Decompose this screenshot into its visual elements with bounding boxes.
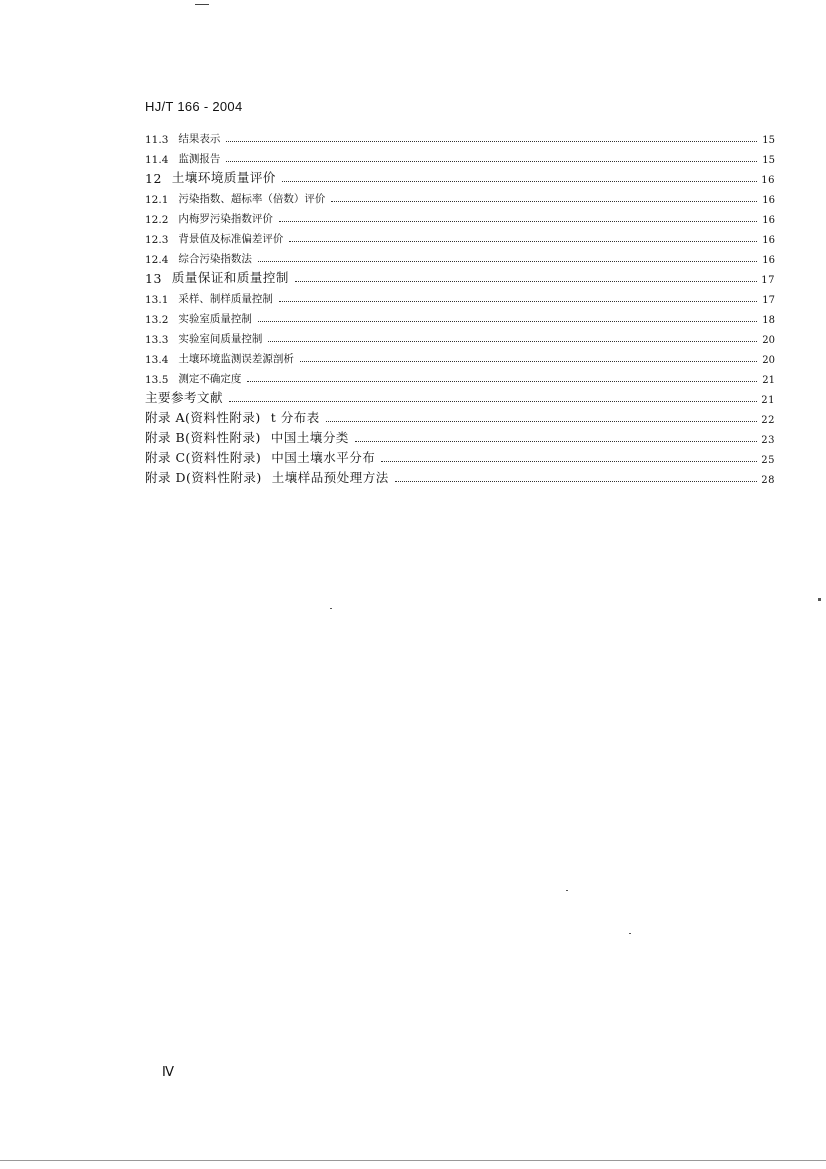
- toc-entry-page: 17: [762, 295, 775, 306]
- toc-entry-number: 13.1: [145, 294, 169, 306]
- toc-dot-leader: [326, 421, 757, 422]
- toc-entry[interactable]: [145, 446, 775, 466]
- toc-dot-leader: [300, 361, 757, 362]
- toc-entry-number: 12.2: [145, 214, 169, 226]
- toc-entry-title: 污染指数、超标率（倍数）评价: [178, 193, 326, 205]
- toc-entry[interactable]: [145, 266, 775, 286]
- toc-entry-number: 11.4: [145, 154, 169, 166]
- toc-dot-leader: [331, 201, 757, 202]
- toc-entry-number: 12.3: [145, 234, 169, 246]
- toc-entry[interactable]: [145, 326, 775, 346]
- toc-dot-leader: [258, 321, 757, 322]
- toc-dot-leader: [395, 481, 757, 482]
- toc-entry[interactable]: [145, 366, 775, 386]
- toc-entry-page: 22: [761, 415, 775, 426]
- toc-entry-page: 16: [762, 235, 775, 246]
- toc-entry-page: 15: [762, 155, 775, 166]
- toc-entry[interactable]: [145, 166, 775, 186]
- toc-entry-number: 附录 B(资料性附录): [145, 430, 261, 445]
- toc-dot-leader: [355, 441, 757, 442]
- toc-entry-page: 23: [761, 435, 775, 446]
- toc-entry-page: 16: [762, 255, 775, 266]
- toc-entry-number: 13.2: [145, 314, 169, 326]
- scan-speck: [330, 608, 332, 609]
- toc-entry-title: 监测报告: [178, 153, 221, 165]
- toc-entry-number: 13.3: [145, 334, 169, 346]
- toc-entry[interactable]: [145, 186, 775, 206]
- toc-entry-title: 土壤环境质量评价: [171, 170, 276, 185]
- toc-entry-title: 结果表示: [178, 133, 221, 145]
- toc-entry[interactable]: [145, 226, 775, 246]
- toc-entry-title: 中国土壤分类: [270, 430, 349, 445]
- toc-dot-leader: [258, 261, 757, 262]
- toc-entry[interactable]: [145, 466, 775, 486]
- toc-entry[interactable]: [145, 246, 775, 266]
- toc-entry-title: 实验室质量控制: [178, 313, 252, 325]
- toc-entry-page: 16: [762, 195, 775, 206]
- toc-entry[interactable]: [145, 206, 775, 226]
- toc-dot-leader: [226, 141, 757, 142]
- toc-entry-title: 土壤环境监测误差源剖析: [178, 353, 294, 365]
- page-number: Ⅳ: [162, 1064, 174, 1079]
- scan-speck: [818, 598, 821, 601]
- toc-entry-number: 13: [145, 271, 162, 286]
- toc-entry[interactable]: [145, 306, 775, 326]
- toc-entry-title: 内梅罗污染指数评价: [178, 213, 273, 225]
- toc-dot-leader: [279, 301, 757, 302]
- toc-entry-title: 土壤样品预处理方法: [271, 470, 389, 485]
- toc-dot-leader: [282, 181, 757, 182]
- toc-entry-title: 质量保证和质量控制: [171, 270, 289, 285]
- toc-entry-number: 附录 C(资料性附录): [145, 450, 262, 465]
- toc-entry-number: 12.1: [145, 194, 169, 206]
- toc-entry[interactable]: [145, 146, 775, 166]
- toc-dot-leader: [268, 341, 757, 342]
- toc-entry-title: 中国土壤水平分布: [271, 450, 376, 465]
- toc-entry-number: 12: [145, 171, 162, 186]
- toc-dot-leader: [247, 381, 757, 382]
- toc-dot-leader: [289, 241, 757, 242]
- standard-code: HJ/T 166 - 2004: [145, 99, 243, 114]
- toc-entry-number: 11.3: [145, 134, 169, 146]
- toc-entry-page: 20: [762, 355, 775, 366]
- toc-entry-title: t 分布表: [270, 410, 320, 425]
- toc-entry-page: 18: [762, 315, 775, 326]
- toc-dot-leader: [295, 281, 757, 282]
- toc-entry-page: 25: [761, 455, 775, 466]
- toc-dot-leader: [279, 221, 757, 222]
- toc-entry[interactable]: [145, 126, 775, 146]
- toc-entry-number: 附录 A(资料性附录): [145, 410, 261, 425]
- toc-entry-number: 12.4: [145, 254, 169, 266]
- toc-entry-number: 13.4: [145, 354, 169, 366]
- toc-entry-page: 16: [762, 215, 775, 226]
- toc-entry-page: 17: [761, 275, 775, 286]
- toc-entry-title: 背景值及标准偏差评价: [178, 233, 284, 245]
- table-of-contents: [145, 126, 775, 486]
- toc-entry-page: 16: [761, 175, 775, 186]
- toc-entry-title: 综合污染指数法: [178, 253, 252, 265]
- toc-entry-title: 测定不确定度: [178, 373, 242, 385]
- toc-dot-leader: [226, 161, 757, 162]
- toc-entry[interactable]: [145, 386, 775, 406]
- toc-entry[interactable]: [145, 426, 775, 446]
- toc-entry[interactable]: [145, 286, 775, 306]
- toc-entry-title: 采样、制样质量控制: [178, 293, 273, 305]
- toc-entry[interactable]: [145, 346, 775, 366]
- toc-entry-page: 21: [762, 375, 775, 386]
- toc-entry-page: 28: [761, 475, 775, 486]
- toc-entry-page: 20: [762, 335, 775, 346]
- scan-edge: [0, 1160, 826, 1161]
- toc-entry-title: 实验室间质量控制: [178, 333, 263, 345]
- toc-entry-number: 附录 D(资料性附录): [145, 470, 262, 485]
- scan-speck: [629, 933, 631, 934]
- toc-entry-page: 21: [761, 395, 775, 406]
- toc-entry-number: 13.5: [145, 374, 169, 386]
- toc-entry[interactable]: [145, 406, 775, 426]
- toc-dot-leader: [229, 401, 757, 402]
- toc-dot-leader: [381, 461, 757, 462]
- scan-artifact: [195, 0, 209, 5]
- scan-speck: [566, 890, 568, 891]
- toc-entry-page: 15: [762, 135, 775, 146]
- toc-entry-title: 主要参考文献: [145, 390, 224, 405]
